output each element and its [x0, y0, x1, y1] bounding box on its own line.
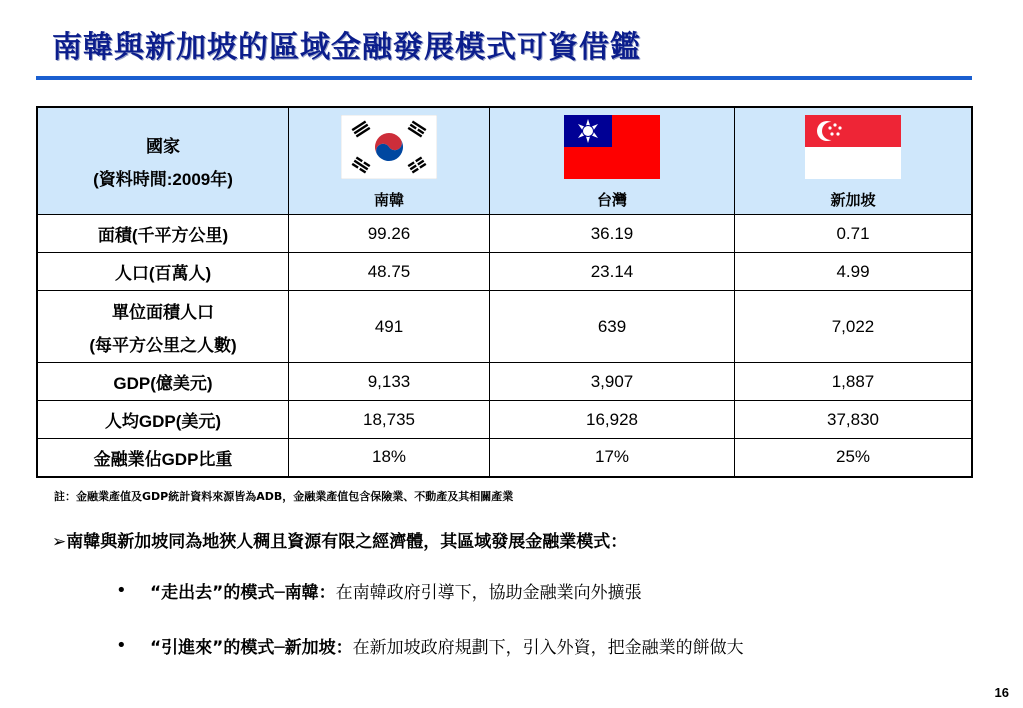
comparison-table	[36, 106, 973, 478]
lead-statement: ➢南韓與新加坡同為地狹人稠且資源有限之經濟體，其區域發展金融業模式：	[52, 532, 628, 552]
cell-value: 9,133	[289, 363, 490, 401]
cell-value: 0.71	[735, 215, 973, 253]
country-cell-taiwan	[490, 107, 735, 215]
bullet-dot-icon: •	[116, 635, 127, 656]
singapore-flag-icon	[805, 115, 901, 179]
country-cell-korea	[289, 107, 490, 215]
header-label-cell	[37, 107, 289, 215]
bullet-heading: “走出去”的模式─南韓：	[150, 583, 336, 603]
row-label-line1: 單位面積人口	[112, 302, 214, 322]
cell-value: 18%	[289, 439, 490, 477]
row-label: GDP(億美元)	[37, 363, 289, 401]
cell-value: 4.99	[735, 253, 973, 291]
table-row	[37, 401, 972, 439]
table-row	[37, 291, 972, 363]
cell-value: 7,022	[735, 291, 973, 363]
country-cell-singapore	[735, 107, 973, 215]
table-row	[37, 363, 972, 401]
table-row	[37, 439, 972, 477]
title-divider	[36, 76, 972, 80]
cell-value: 16,928	[490, 401, 735, 439]
cell-value: 17%	[490, 439, 735, 477]
cell-value: 639	[490, 291, 735, 363]
cell-value: 25%	[735, 439, 973, 477]
header-label-line2: (資料時間:2009年)	[93, 170, 233, 189]
cell-value: 18,735	[289, 401, 490, 439]
slide-title: 南韓與新加坡的區域金融發展模式可資借鑑	[52, 30, 641, 65]
cell-value: 99.26	[289, 215, 490, 253]
bullet-heading: “引進來”的模式─新加坡：	[150, 638, 353, 658]
row-label: 面積(千平方公里)	[37, 215, 289, 253]
cell-value: 3,907	[490, 363, 735, 401]
source-note: 註：金融業產值及GDP統計資料來源皆為ADB，金融業產值包含保險業、不動產及其相關產業	[54, 490, 514, 503]
bullet-text: 在南韓政府引導下，協助金融業向外擴張	[335, 583, 642, 603]
bullet-dot-icon: •	[116, 580, 127, 601]
row-label: 人均GDP(美元)	[37, 401, 289, 439]
row-label: 金融業佔GDP比重	[37, 439, 289, 477]
cell-value: 37,830	[735, 401, 973, 439]
country-name-singapore: 新加坡	[830, 191, 876, 209]
header-label-line1: 國家	[146, 137, 180, 156]
country-name-korea: 南韓	[373, 191, 404, 209]
cell-value: 48.75	[289, 253, 490, 291]
cell-value: 36.19	[490, 215, 735, 253]
cell-value: 491	[289, 291, 490, 363]
cell-value: 1,887	[735, 363, 973, 401]
row-label: 人口(百萬人)	[37, 253, 289, 291]
table-header-row	[37, 107, 972, 215]
bullet-text: 在新加坡政府規劃下，引入外資，把金融業的餅做大	[352, 638, 744, 658]
row-label-line2: (每平方公里之人數)	[89, 335, 237, 355]
cell-value: 23.14	[490, 253, 735, 291]
taiwan-flag-icon	[564, 115, 660, 179]
table-row	[37, 215, 972, 253]
korea-flag-icon	[341, 115, 437, 179]
page-number: 16	[994, 685, 1009, 700]
row-label	[37, 291, 289, 363]
country-name-taiwan: 台灣	[596, 191, 627, 209]
table-row	[37, 253, 972, 291]
